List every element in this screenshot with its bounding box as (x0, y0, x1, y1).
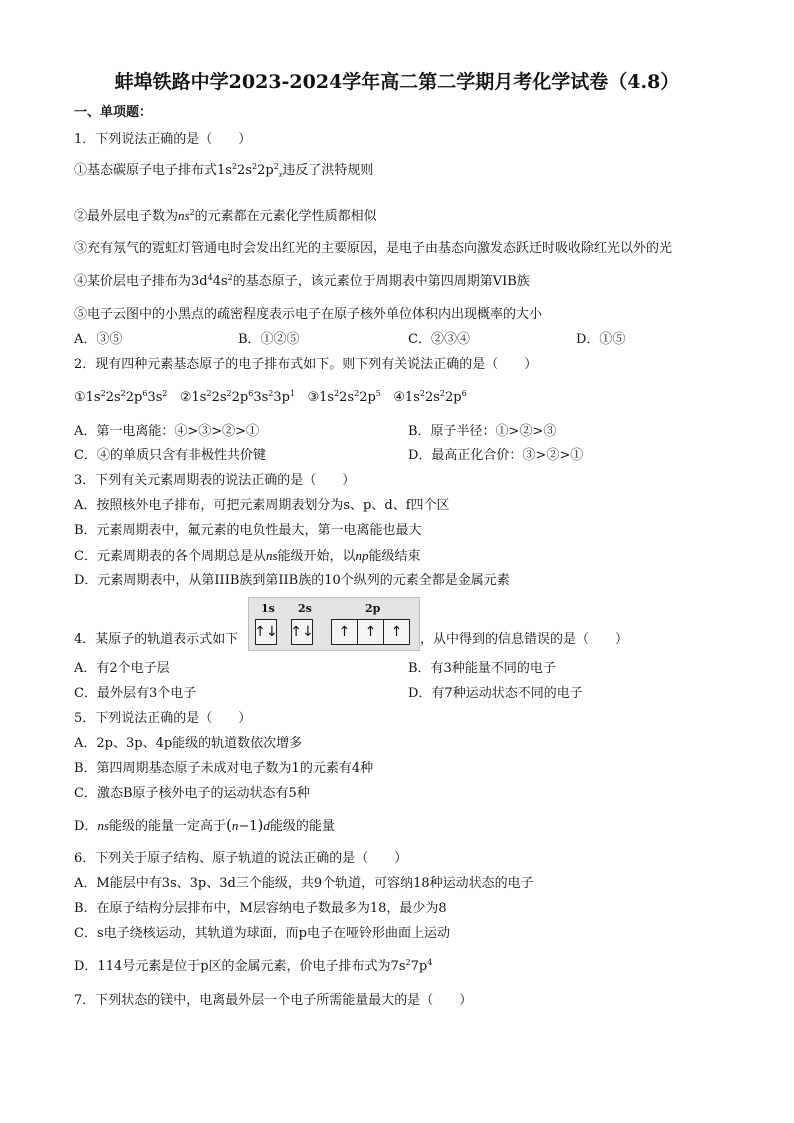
orbital-box-1s (255, 619, 277, 645)
exam-title: 蚌埠铁路中学2023-2024学年高二第二学期月考化学试卷（4.8） (114, 71, 680, 93)
up-arrow-icon: ↑ (332, 620, 358, 644)
q3-option-a: A．按照核外电子排布，可把元素周期表划分为s、p、d、f四个区 (74, 498, 450, 513)
q1-option-c: C．②③④ (408, 332, 470, 347)
up-arrow-icon: ↑ (358, 620, 384, 644)
q5-option-b: B．第四周期基态原子未成对电子数为1的元素有4种 (74, 761, 374, 776)
q6-option-d: D．114号元素是位于p区的金属元素，价电子排布式为$7s^27p^4$ (74, 958, 433, 974)
q3-option-c: C．元素周期表的各个周期总是从ns能级开始，以np能级结束 (74, 548, 421, 564)
q6-option-a: A．M能层中有3s、3p、3d三个能级，共9个轨道，可容纳18种运动状态的电子 (74, 876, 534, 891)
q1-statement-1: ①基态碳原子电子排布式$1s^22s^22p^2_x$违反了洪特规则 (74, 162, 374, 179)
q1-statement-4: ④某价层电子排布为$3d^44s^2$的基态原子，该元素位于周期表中第四周期第VIB族 (74, 273, 530, 289)
orbital-label-2p: 2p (365, 602, 381, 615)
q1-statement-5: ⑤电子云图中的小黑点的疏密程度表示电子在原子核外单位体积内出现概率的大小 (74, 307, 543, 322)
q4-stem-start: 4．某原子的轨道表示式如下 (74, 632, 239, 647)
q5-option-d: D．ns能级的能量一定高于(n−1)d能级的能量 (74, 816, 335, 834)
q2-stem: 2．现有四种元素基态原子的电子排布式如下。则下列有关说法正确的是（ ） (74, 357, 538, 372)
q1-option-b: B．①②⑤ (238, 332, 300, 347)
q2-configurations: $①1s^22s^22p^63s^2$ $②1s^22s^22p^63s^23p^1$ $③1s^22s^22p^5$ $④1s^22s^22p^6$ (74, 389, 467, 405)
q1-stem: 1．下列说法正确的是（ ） (74, 132, 252, 147)
q5-option-c: C．激态B原子核外电子的运动状态有5种 (74, 786, 310, 801)
q1-option-d: D．①⑤ (576, 332, 626, 347)
orbital-diagram-image (248, 597, 420, 651)
q4-stem-end: ，从中得到的信息错误的是（ ） (420, 632, 629, 647)
q2-option-d: D．最高正化合价：③>②>① (408, 448, 584, 463)
q3-option-d: D．元素周期表中，从第IIIB族到第IIB族的10个纵列的元素全都是金属元素 (74, 573, 510, 588)
q6-option-b: B．在原子结构分层排布中，M层容纳电子数最多为18，最少为8 (74, 901, 447, 916)
orbital-box-2s (291, 619, 313, 645)
q2-option-b: B．原子半径：①>②>③ (408, 424, 557, 439)
q4-option-a: A．有2个电子层 (74, 661, 170, 676)
up-arrow-icon: ↑ (390, 624, 403, 640)
q1-statement-2: ②最外层电子数为$ns^2$的元素都在元素化学性质都相似 (74, 208, 377, 224)
q3-stem: 3．下列有关元素周期表的说法正确的是（ ） (74, 473, 356, 488)
paired-electrons-icon: ↑↓ (290, 624, 314, 640)
q4-option-d: D．有7种运动状态不同的电子 (408, 686, 583, 701)
orbital-box-2p (331, 619, 410, 645)
q1-option-a: A．③⑤ (74, 332, 123, 347)
q2-option-c: C．④的单质只含有非极性共价键 (74, 448, 266, 463)
q5-stem: 5．下列说法正确的是（ ） (74, 711, 252, 726)
q5-option-a: A．2p、3p、4p能级的轨道数依次增多 (74, 736, 303, 751)
orbital-label-2s: 2s (298, 602, 312, 615)
orbital-label-1s: 1s (261, 602, 275, 615)
q4-option-b: B．有3种能量不同的电子 (408, 661, 556, 676)
q1-statement-3: ③充有氖气的霓虹灯管通电时会发出红光的主要原因，是电子由基态向激发态跃迁时吸收除红光以外的光 (74, 241, 673, 256)
q6-stem: 6．下列关于原子结构、原子轨道的说法正确的是（ ） (74, 851, 408, 866)
q3-option-b: B．元素周期表中，氟元素的电负性最大，第一电离能也最大 (74, 523, 422, 538)
paired-electrons-icon: ↑↓ (254, 624, 278, 640)
q6-option-c: C．s电子绕核运动，其轨道为球面，而p电子在哑铃形曲面上运动 (74, 926, 450, 941)
section-heading: 一、单项题： (74, 105, 153, 120)
q2-option-a: A．第一电离能：④>③>②>① (74, 424, 260, 439)
q7-stem: 7．下列状态的镁中，电离最外层一个电子所需能量最大的是（ ） (74, 993, 473, 1008)
q4-option-c: C．最外层有3个电子 (74, 686, 197, 701)
